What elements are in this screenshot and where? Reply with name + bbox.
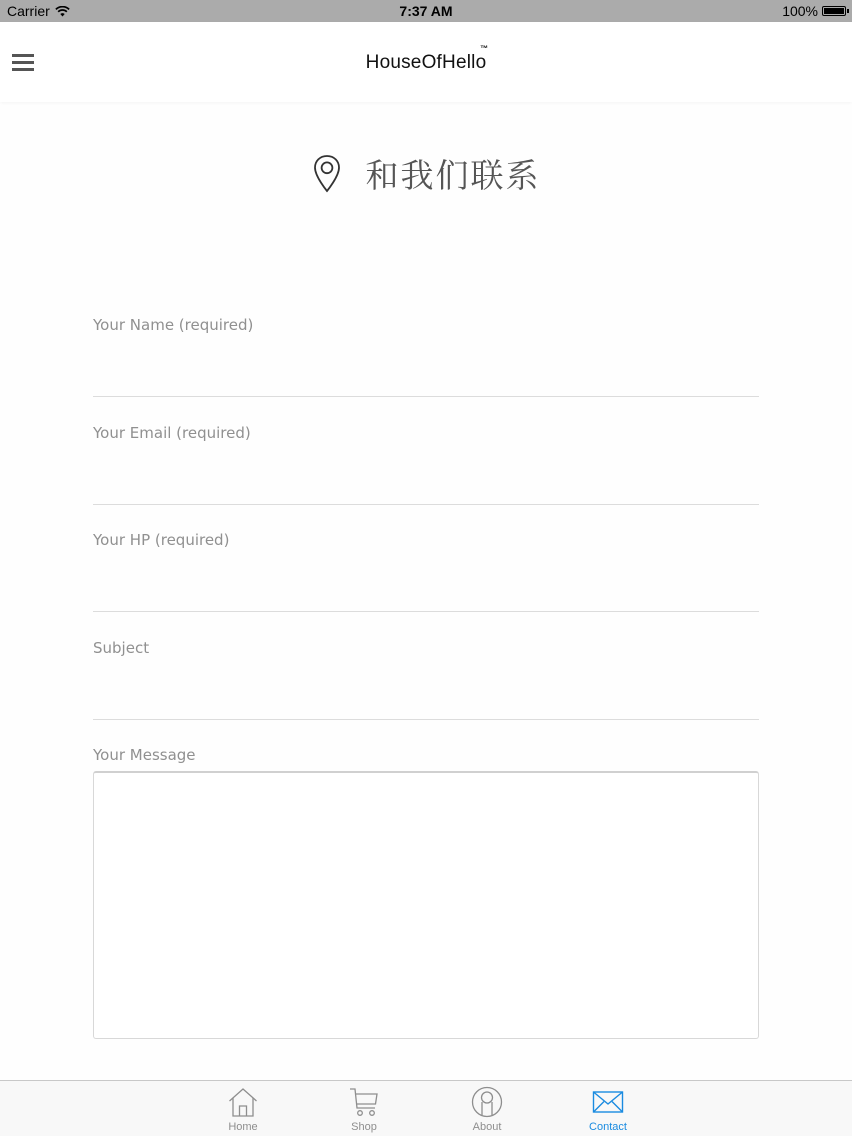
tab-about-label: About [472, 1121, 502, 1133]
brand-logo [0, 44, 852, 74]
subject-label: Subject [93, 638, 150, 657]
trademark-symbol: ™ [480, 44, 489, 53]
subject-field [93, 639, 759, 747]
message-field [93, 746, 759, 1039]
status-bar [0, 0, 852, 22]
subject-input[interactable] [93, 680, 759, 720]
tab-about[interactable] [447, 1081, 527, 1136]
carrier-label: Carrier [7, 3, 50, 19]
tab-shop-label: Shop [351, 1121, 377, 1133]
tab-bar [0, 1080, 852, 1136]
navigation-header [0, 22, 852, 102]
home-icon [227, 1086, 259, 1118]
battery-icon [822, 6, 846, 16]
cart-icon [348, 1086, 380, 1118]
contact-form [93, 316, 759, 1039]
name-input[interactable] [93, 357, 759, 397]
hp-input[interactable] [93, 572, 759, 612]
email-field [93, 424, 759, 532]
battery-percent: 100% [782, 3, 818, 19]
page-title: 和我们联系 [365, 156, 541, 195]
message-label: Your Message [93, 746, 196, 764]
status-time: 7:37 AM [399, 3, 453, 19]
tab-contact[interactable] [568, 1081, 648, 1136]
location-pin-icon [312, 154, 342, 194]
hp-field [93, 531, 759, 639]
person-icon [471, 1086, 503, 1118]
tab-contact-label: Contact [589, 1121, 627, 1133]
tab-home[interactable] [203, 1081, 283, 1136]
hp-label: Your HP (required) [93, 531, 230, 549]
message-textarea[interactable] [93, 771, 759, 1039]
tab-home-label: Home [228, 1121, 258, 1133]
name-field [93, 316, 759, 424]
battery-group [782, 3, 846, 19]
envelope-icon [592, 1086, 624, 1118]
page-title-row [0, 150, 852, 197]
email-label: Your Email (required) [93, 423, 251, 442]
brand-name [365, 44, 489, 74]
tab-shop[interactable] [324, 1081, 404, 1136]
name-label: Your Name (required) [93, 316, 254, 334]
brand-label: HouseOfHello [365, 52, 487, 73]
email-input[interactable] [93, 465, 759, 505]
